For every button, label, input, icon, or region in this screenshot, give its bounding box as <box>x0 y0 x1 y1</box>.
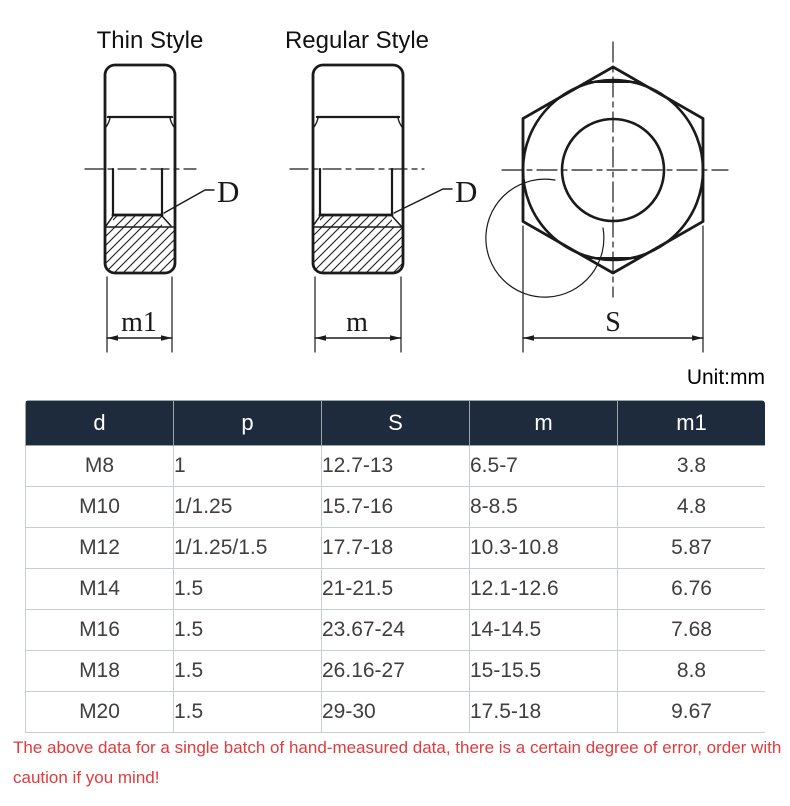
thin-thickness-dimension-label: m1 <box>121 307 157 338</box>
header-p: p <box>174 401 322 446</box>
cell-m: 12.1-12.6 <box>470 569 618 610</box>
cell-p: 1.5 <box>174 610 322 651</box>
cell-s: 23.67-24 <box>322 610 470 651</box>
cell-p: 1/1.25/1.5 <box>174 528 322 569</box>
cell-m1: 7.68 <box>618 610 766 651</box>
nut-technical-drawing <box>0 0 790 398</box>
regular-thickness-dimension-label: m <box>346 307 368 338</box>
front-view-drawing <box>486 42 728 352</box>
cell-d: M8 <box>26 446 174 487</box>
cell-m1: 8.8 <box>618 651 766 692</box>
cell-d: M16 <box>26 610 174 651</box>
cell-m1: 5.87 <box>618 528 766 569</box>
cell-s: 12.7-13 <box>322 446 470 487</box>
cell-m1: 9.67 <box>618 692 766 733</box>
thin-style-label: Thin Style <box>96 27 204 54</box>
cell-p: 1/1.25 <box>174 487 322 528</box>
cell-p: 1 <box>174 446 322 487</box>
cell-m1: 4.8 <box>618 487 766 528</box>
cell-p: 1.5 <box>174 569 322 610</box>
header-m1: m1 <box>618 401 766 446</box>
cell-d: M18 <box>26 651 174 692</box>
cell-p: 1.5 <box>174 692 322 733</box>
cell-m1: 3.8 <box>618 446 766 487</box>
thin-hole-diameter-label: D <box>217 174 240 209</box>
cell-m: 17.5-18 <box>470 692 618 733</box>
thin-style-drawing <box>85 27 239 352</box>
unit-label: Unit:mm <box>686 366 765 389</box>
cell-m: 15-15.5 <box>470 651 618 692</box>
regular-hole-diameter-label: D <box>455 174 478 209</box>
table-row <box>26 487 766 528</box>
header-m: m <box>470 401 618 446</box>
cell-d: M12 <box>26 528 174 569</box>
width-across-flats-label: S <box>605 307 621 338</box>
spec-table <box>25 400 765 733</box>
cell-s: 26.16-27 <box>322 651 470 692</box>
cell-s: 21-21.5 <box>322 569 470 610</box>
regular-style-drawing <box>285 27 477 352</box>
table-header-row <box>26 401 766 446</box>
disclaimer-text: The above data for a single batch of hand-measured data, there is a certain degree of error, order with caution if you mind! <box>13 738 782 787</box>
table-row <box>26 569 766 610</box>
cell-d: M14 <box>26 569 174 610</box>
cell-m: 8-8.5 <box>470 487 618 528</box>
cell-d: M10 <box>26 487 174 528</box>
table-row <box>26 446 766 487</box>
cell-s: 17.7-18 <box>322 528 470 569</box>
table-row <box>26 651 766 692</box>
table-row <box>26 528 766 569</box>
cell-m: 6.5-7 <box>470 446 618 487</box>
cell-p: 1.5 <box>174 651 322 692</box>
table-row <box>26 692 766 733</box>
cell-s: 29-30 <box>322 692 470 733</box>
header-d: d <box>26 401 174 446</box>
header-s: S <box>322 401 470 446</box>
regular-style-label: Regular Style <box>284 27 430 54</box>
cell-m: 10.3-10.8 <box>470 528 618 569</box>
cell-m: 14-14.5 <box>470 610 618 651</box>
table-row <box>26 610 766 651</box>
cell-s: 15.7-16 <box>322 487 470 528</box>
cell-d: M20 <box>26 692 174 733</box>
cell-m1: 6.76 <box>618 569 766 610</box>
